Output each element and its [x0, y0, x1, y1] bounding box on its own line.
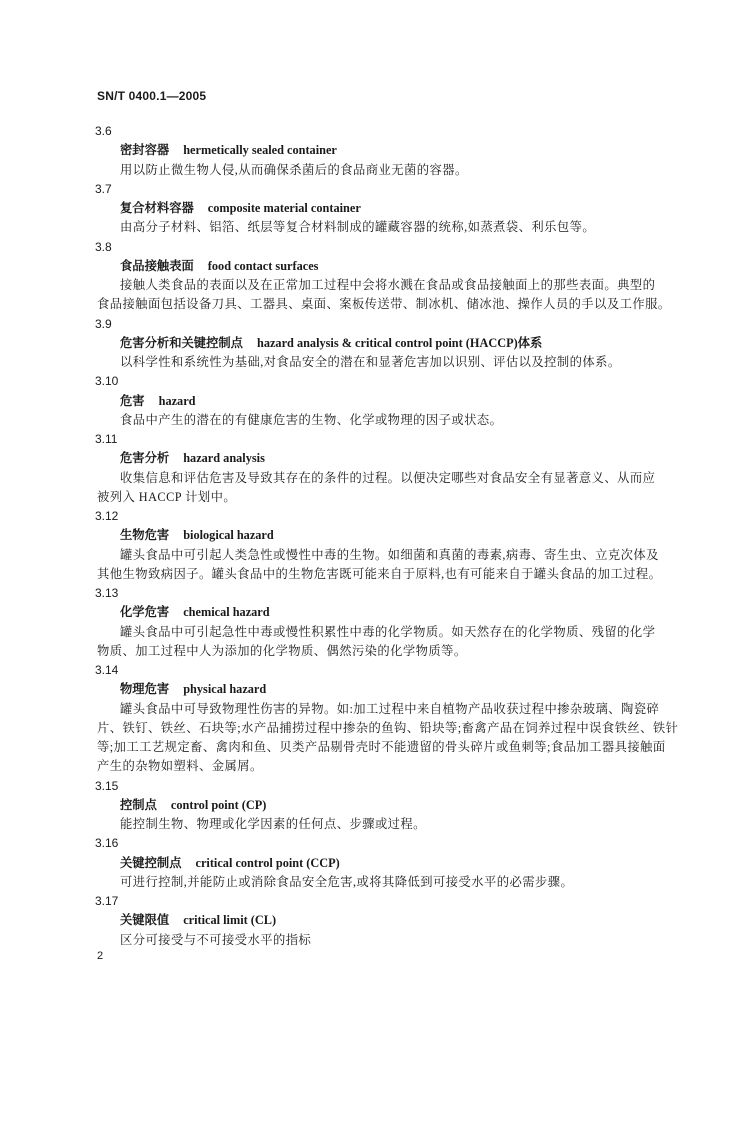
definition-section: [95, 892, 675, 950]
section-number: 3.9: [95, 316, 112, 331]
definition-section: [95, 834, 675, 892]
definition-text: 以科学性和系统性为基础,对食品安全的潜在和显著危害加以识别、评估以及控制的体系。: [120, 355, 621, 369]
term-english: hermetically sealed container: [183, 143, 337, 158]
definition-section: [95, 238, 675, 315]
definition-text: 食品中产生的潜在的有健康危害的生物、化学或物理的因子或状态。: [120, 412, 503, 427]
document-header: SN/T 0400.1—2005: [97, 89, 207, 103]
definition-text: 罐头食品中可导致物理性伤害的异物。如:加工过程中来自植物产品收获过程中掺杂玻璃、陶瓷碎: [120, 701, 660, 716]
section-number: 3.7: [95, 181, 112, 196]
term-heading: [95, 141, 675, 160]
term-english: control point (CP): [170, 797, 267, 812]
term-chinese: 物理危害: [120, 682, 170, 697]
definition-text: 被列入 HACCP 计划中。: [97, 489, 237, 504]
definition-text: 用以防止微生物人侵,从而确保杀菌后的食品商业无菌的容器。: [120, 162, 468, 177]
definition-text: 可进行控制,并能防止或消除食品安全危害,或将其降低到可接受水平的必需步骤。: [120, 874, 574, 889]
definition-text: 罐头食品中可引起急性中毒或慢性积累性中毒的化学物质。如天然存在的化学物质、残留的化学: [120, 624, 656, 639]
definition-section: [95, 122, 675, 180]
definition-text: 产生的杂物如塑料、金属屑。: [97, 759, 263, 774]
section-number: 3.10: [95, 374, 119, 389]
term-chinese: 复合材料容器: [120, 201, 194, 215]
definition-section: [95, 584, 675, 661]
term-english: critical control point (CCP): [195, 855, 340, 870]
term-heading: [95, 854, 675, 873]
term-heading: [95, 392, 675, 411]
definition-section: [95, 372, 675, 430]
definition-text: 物质、加工过程中人为添加的化学物质、偶然污染的化学物质等。: [97, 643, 467, 658]
term-heading: [95, 911, 675, 930]
definition-section: [95, 661, 679, 777]
section-number: 3.8: [95, 239, 112, 254]
definition-text: 收集信息和评估危害及导致其存在的条件的过程。以便决定哪些对食品安全有显著意义、从而应: [120, 470, 656, 485]
term-english: chemical hazard: [183, 605, 270, 620]
term-heading: [95, 603, 675, 622]
definition-text: 片、铁钉、铁丝、石块等;水产品捕捞过程中掺杂的鱼钩、铅块等;畜禽产品在饲养过程中误食铁丝、铁针: [97, 720, 679, 735]
term-chinese: 危害分析和关键控制点: [120, 335, 243, 350]
section-number: 3.15: [95, 778, 119, 793]
term-chinese: 食品接触表面: [120, 258, 194, 273]
term-chinese: 危害: [120, 393, 145, 408]
term-chinese: 关键限值: [120, 913, 170, 928]
definition-section: [95, 315, 675, 373]
definition-text: 食品接触面包括设备刀具、工器具、桌面、案板传送带、制冰机、储冰池、操作人员的手以及工作服。: [97, 297, 671, 312]
term-english: composite material container: [207, 201, 361, 215]
term-english: critical limit (CL): [183, 913, 277, 928]
definition-section: [95, 507, 675, 584]
term-heading: [95, 796, 675, 815]
section-number: 3.14: [95, 663, 119, 677]
definition-text: 接触人类食品的表面以及在正常加工过程中会将水溅在食品或食品接触面上的那些表面。典型的: [120, 278, 656, 292]
definition-section: [95, 180, 675, 238]
definition-text: 能控制生物、物理或化学因素的任何点、步骤或过程。: [120, 817, 426, 831]
term-heading: [95, 526, 675, 545]
term-heading: [95, 257, 675, 276]
term-chinese: 关键控制点: [120, 855, 182, 870]
term-english: food contact surfaces: [207, 258, 319, 273]
definition-text: 罐头食品中可引起人类急性或慢性中毒的生物。如细菌和真菌的毒素,病毒、寄生虫、立克次体及: [120, 547, 659, 562]
term-chinese: 控制点: [120, 797, 157, 812]
page-number: 2: [97, 950, 104, 962]
term-chinese: 生物危害: [120, 528, 170, 543]
definition-section: [95, 777, 675, 835]
definition-text: 其他生物致病因子。罐头食品中的生物危害既可能来自于原料,也有可能来自于罐头食品的加工过程。: [97, 566, 662, 581]
term-english: hazard analysis & critical control point (HACCP)体系: [256, 335, 543, 350]
definition-text: 由高分子材料、铝箔、纸层等复合材料制成的罐藏容器的统称,如蒸煮袋、利乐包等。: [120, 220, 596, 235]
term-chinese: 密封容器: [120, 143, 170, 158]
term-english: hazard analysis: [183, 451, 265, 466]
definition-section: [95, 430, 675, 507]
definition-text: 区分可接受与不可接受水平的指标: [120, 932, 312, 947]
term-english: physical hazard: [183, 682, 267, 697]
section-number: 3.16: [95, 836, 119, 851]
section-number: 3.11: [95, 432, 118, 446]
definitions-list: [95, 122, 679, 950]
term-heading: [95, 334, 675, 353]
term-heading: [95, 680, 675, 699]
term-chinese: 危害分析: [120, 451, 170, 466]
term-heading: [95, 449, 675, 468]
term-heading: [95, 199, 675, 218]
definition-text: 等;加工工艺规定畜、禽肉和鱼、贝类产品剔骨壳时不能遗留的骨头碎片或鱼刺等;食品加工器具接触面: [97, 740, 666, 754]
section-number: 3.13: [95, 586, 119, 600]
section-number: 3.6: [95, 124, 112, 138]
term-chinese: 化学危害: [120, 605, 170, 620]
section-number: 3.12: [95, 509, 119, 523]
section-number: 3.17: [95, 894, 119, 908]
term-english: hazard: [158, 393, 196, 408]
term-english: biological hazard: [183, 528, 274, 543]
